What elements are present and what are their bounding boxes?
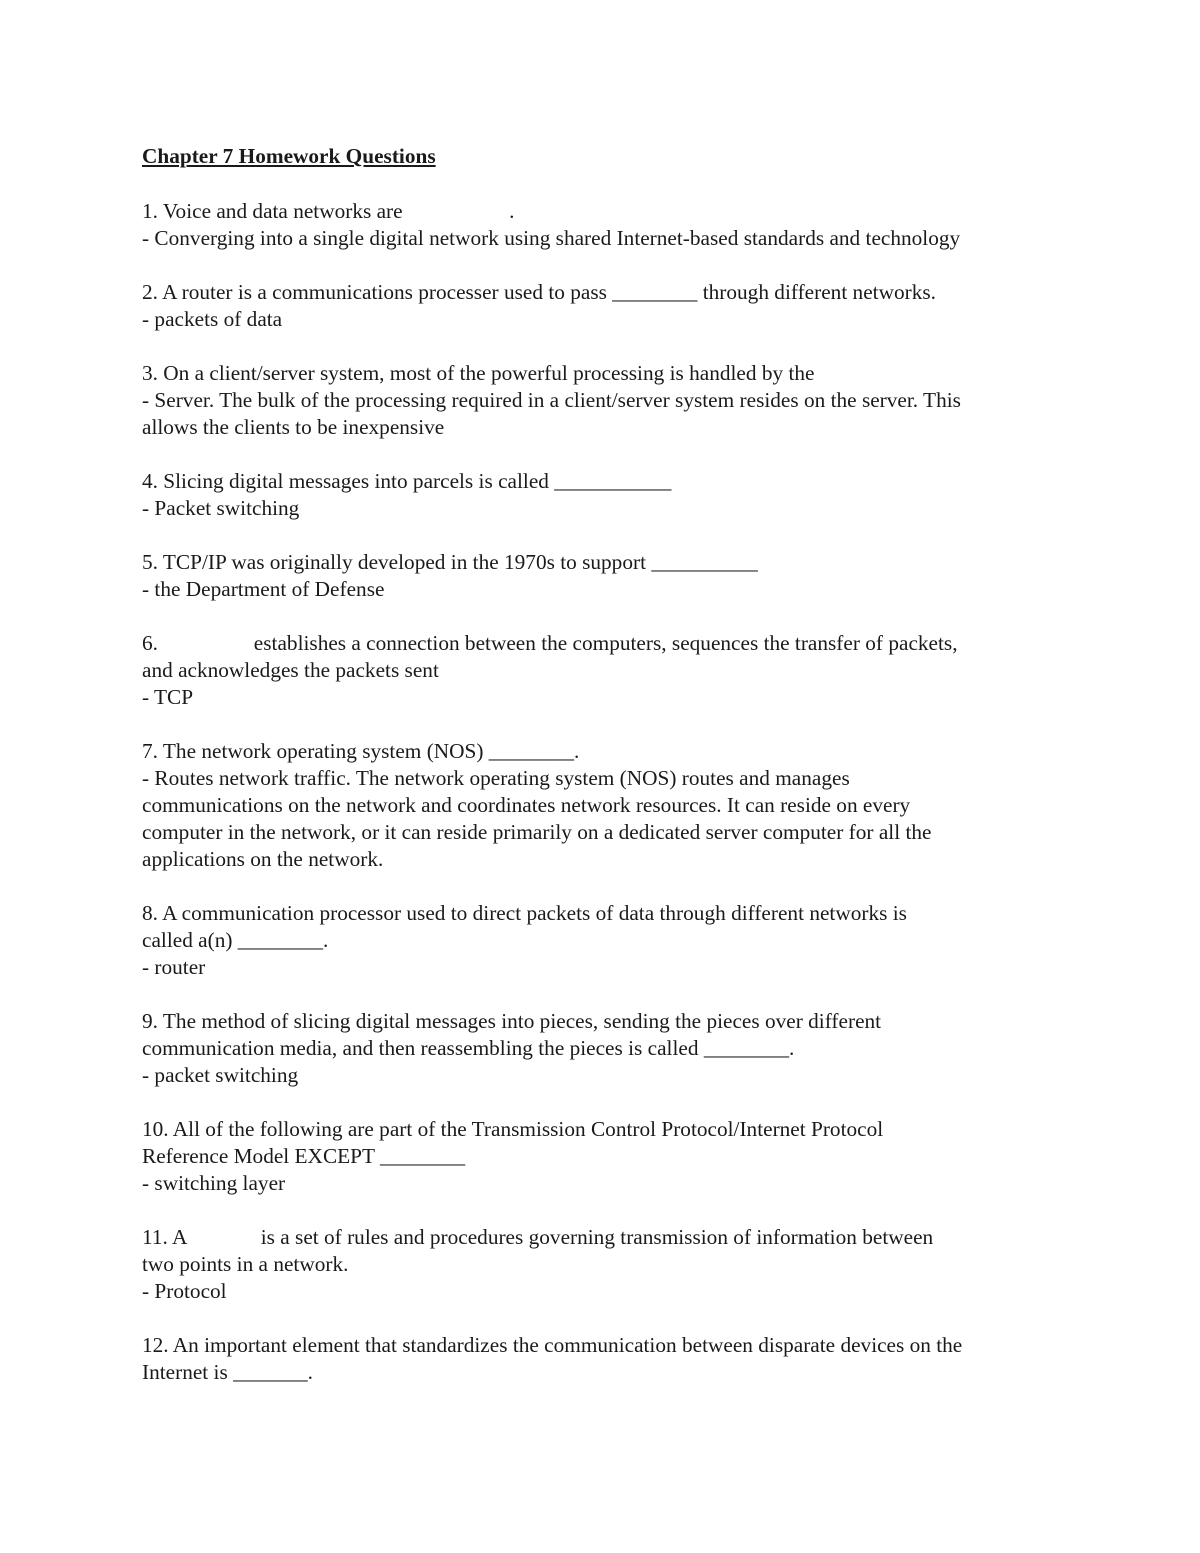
question-text: 11. A is a set of rules and procedures governing transmission of information between [142, 1225, 934, 1249]
answer-text: - packets of data [142, 307, 283, 331]
question-item [142, 198, 1062, 252]
question-item [142, 1224, 1062, 1305]
answer-text: - the Department of Defense [142, 577, 385, 601]
answer-text: - Routes network traffic. The network operating system (NOS) routes and manages [142, 766, 850, 790]
question-text-continued: Internet is _______. [142, 1360, 313, 1384]
question-item [142, 1332, 1062, 1386]
question-item [142, 738, 1062, 873]
question-text: 2. A router is a communications processer used to pass ________ through different networks. [142, 280, 936, 304]
answer-text: - packet switching [142, 1063, 299, 1087]
question-text: 7. The network operating system (NOS) ________. [142, 739, 580, 763]
question-text: 3. On a client/server system, most of the powerful processing is handled by the [142, 361, 815, 385]
question-text: 10. All of the following are part of the Transmission Control Protocol/Internet Protocol [142, 1117, 884, 1141]
question-list [142, 198, 1062, 1386]
question-item [142, 549, 1062, 603]
question-text: 5. TCP/IP was originally developed in the 1970s to support __________ [142, 550, 758, 574]
question-text-continued: Reference Model EXCEPT ________ [142, 1144, 466, 1168]
question-text-continued: and acknowledges the packets sent [142, 658, 439, 682]
answer-text: communications on the network and coordinates network resources. It can reside on every [142, 793, 911, 817]
question-text: 4. Slicing digital messages into parcels is called ___________ [142, 469, 672, 493]
question-item [142, 900, 1062, 981]
document-page [142, 140, 1062, 1413]
question-item [142, 279, 1062, 333]
answer-text: - Server. The bulk of the processing required in a client/server system resides on the server. This [142, 388, 961, 412]
question-item [142, 1008, 1062, 1089]
question-item [142, 1116, 1062, 1197]
question-text-continued: called a(n) ________. [142, 928, 329, 952]
question-text: 9. The method of slicing digital messages into pieces, sending the pieces over different [142, 1009, 882, 1033]
answer-text: - switching layer [142, 1171, 286, 1195]
question-text: 12. An important element that standardizes the communication between disparate devices on the [142, 1333, 963, 1357]
question-text-continued: two points in a network. [142, 1252, 349, 1276]
answer-text: - Converging into a single digital network using shared Internet-based standards and technology [142, 226, 961, 250]
question-item [142, 630, 1062, 711]
question-item [142, 468, 1062, 522]
answer-text: - TCP [142, 685, 194, 709]
answer-text: - Protocol [142, 1279, 227, 1303]
answer-text: applications on the network. [142, 847, 384, 871]
question-text: 1. Voice and data networks are . [142, 199, 515, 223]
answer-text: computer in the network, or it can reside primarily on a dedicated server computer for all the [142, 820, 932, 844]
question-text-continued: communication media, and then reassembling the pieces is called ________. [142, 1036, 795, 1060]
answer-text: - router [142, 955, 206, 979]
question-text: 6. establishes a connection between the computers, sequences the transfer of packets, [142, 631, 958, 655]
answer-text: - Packet switching [142, 496, 300, 520]
answer-text: allows the clients to be inexpensive [142, 415, 445, 439]
question-item [142, 360, 1062, 441]
question-text: 8. A communication processor used to direct packets of data through different networks is [142, 901, 907, 925]
page-title: Chapter 7 Homework Questions [142, 144, 436, 168]
